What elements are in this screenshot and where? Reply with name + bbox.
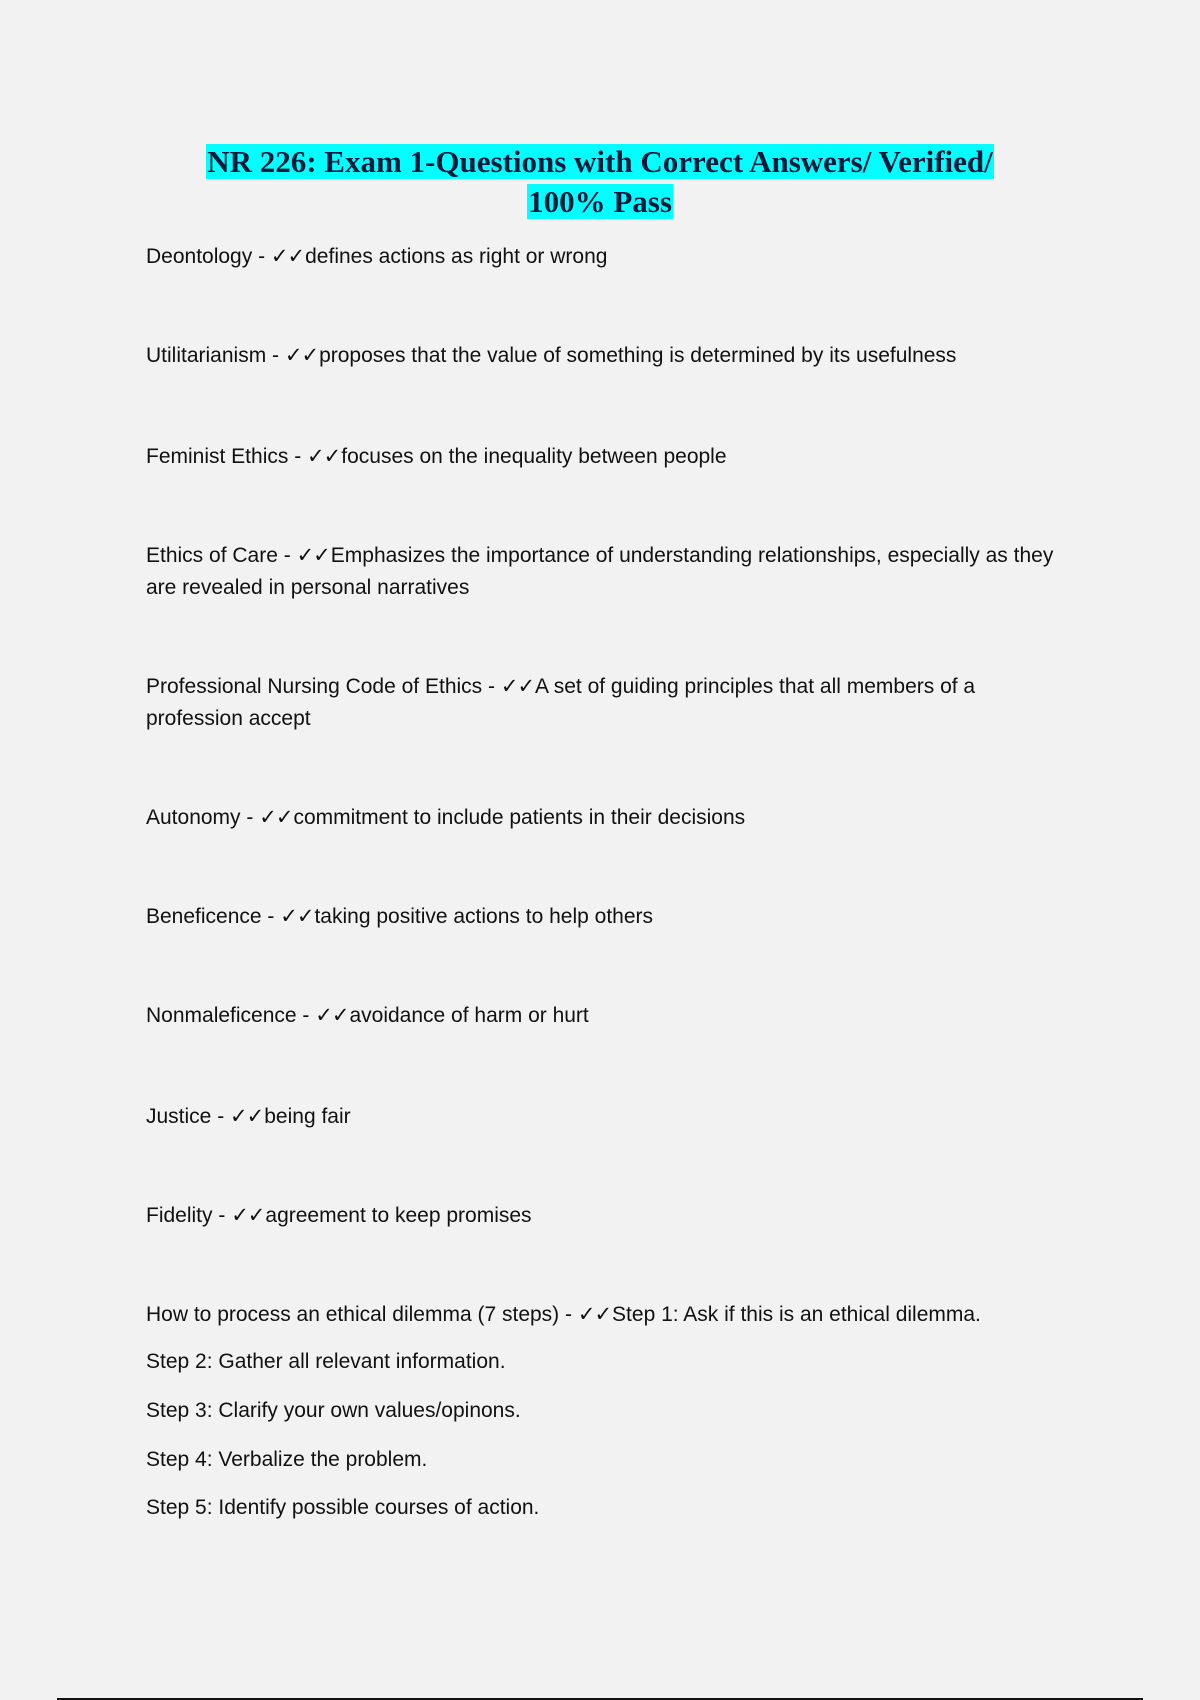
entry-definition: defines actions as right or wrong — [305, 245, 608, 268]
entry-term: Fidelity — [146, 1204, 213, 1227]
step-line: Step 5: Identify possible courses of action. — [146, 1496, 540, 1519]
entry-term: Professional Nursing Code of Ethics — [146, 675, 483, 698]
entry-separator: - — [261, 905, 281, 928]
entry-separator: - — [240, 806, 260, 829]
entry-autonomy — [146, 801, 1066, 834]
entry-definition: proposes that the value of something is determined by its usefulness — [319, 344, 957, 367]
entry-separator: - — [288, 445, 308, 468]
step-line: Step 3: Clarify your own values/opinons. — [146, 1399, 521, 1422]
entry-definition: focuses on the inequality between people — [341, 445, 727, 468]
entry-term: Nonmaleficence — [146, 1004, 297, 1027]
double-check-icon: ✓✓ — [307, 444, 341, 468]
entry-definition: agreement to keep promises — [265, 1204, 532, 1227]
entry-separator: - — [252, 245, 271, 268]
entry-ethical-dilemma-steps — [146, 1298, 1066, 1331]
title-line-1: NR 226: Exam 1-Questions with Correct Answers/ Verified/ — [207, 144, 993, 179]
entry-term: How to process an ethical dilemma (7 steps) — [146, 1303, 560, 1326]
entry-separator: - — [296, 1004, 316, 1027]
double-check-icon: ✓✓ — [231, 1203, 265, 1227]
entry-term: Utilitarianism — [146, 344, 267, 367]
entry-definition: Emphasizes the importance of understanding relationships, especially as they are revealed in personal narratives — [146, 544, 1054, 599]
entry-separator: - — [212, 1204, 232, 1227]
entry-separator: - — [559, 1303, 578, 1326]
entry-professional-nursing-code — [146, 670, 1066, 735]
entry-term: Beneficence — [146, 905, 262, 928]
entry-justice — [146, 1100, 1066, 1133]
double-check-icon: ✓✓ — [296, 543, 330, 567]
entry-definition: A set of guiding principles that all members of a profession accept — [146, 675, 976, 730]
step-line: Step 4: Verbalize the problem. — [146, 1448, 428, 1471]
double-check-icon: ✓✓ — [280, 904, 314, 928]
entry-separator: - — [277, 544, 297, 567]
entry-definition: being fair — [264, 1105, 351, 1128]
entry-term: Ethics of Care — [146, 544, 278, 567]
entry-ethics-of-care — [146, 539, 1066, 604]
entry-nonmaleficence — [146, 999, 1066, 1032]
entry-separator: - — [266, 344, 285, 367]
double-check-icon: ✓✓ — [270, 244, 305, 268]
entry-beneficence — [146, 900, 1066, 933]
double-check-icon: ✓✓ — [577, 1302, 612, 1326]
double-check-icon: ✓✓ — [315, 1003, 349, 1027]
entry-feminist-ethics — [146, 440, 1066, 473]
double-check-icon: ✓✓ — [259, 805, 293, 829]
entry-definition: avoidance of harm or hurt — [349, 1004, 589, 1027]
entry-separator: - — [482, 675, 501, 698]
title-line-2: 100% Pass — [528, 184, 672, 219]
double-check-icon: ✓✓ — [500, 674, 535, 698]
step-line: Step 2: Gather all relevant information. — [146, 1350, 506, 1373]
entry-term: Justice — [146, 1105, 212, 1128]
entry-definition: commitment to include patients in their decisions — [293, 806, 746, 829]
entry-utilitarianism — [146, 339, 1066, 372]
double-check-icon: ✓✓ — [284, 343, 319, 367]
document-title — [140, 142, 1060, 222]
entry-definition: Step 1: Ask if this is an ethical dilemma. — [612, 1303, 981, 1326]
entry-term: Deontology — [146, 245, 253, 268]
entry-term: Feminist Ethics — [146, 445, 289, 468]
entry-deontology — [146, 240, 1066, 273]
entry-definition: taking positive actions to help others — [314, 905, 654, 928]
double-check-icon: ✓✓ — [230, 1104, 264, 1128]
entry-separator: - — [211, 1105, 231, 1128]
entry-fidelity — [146, 1199, 1066, 1232]
entry-term: Autonomy — [146, 806, 241, 829]
